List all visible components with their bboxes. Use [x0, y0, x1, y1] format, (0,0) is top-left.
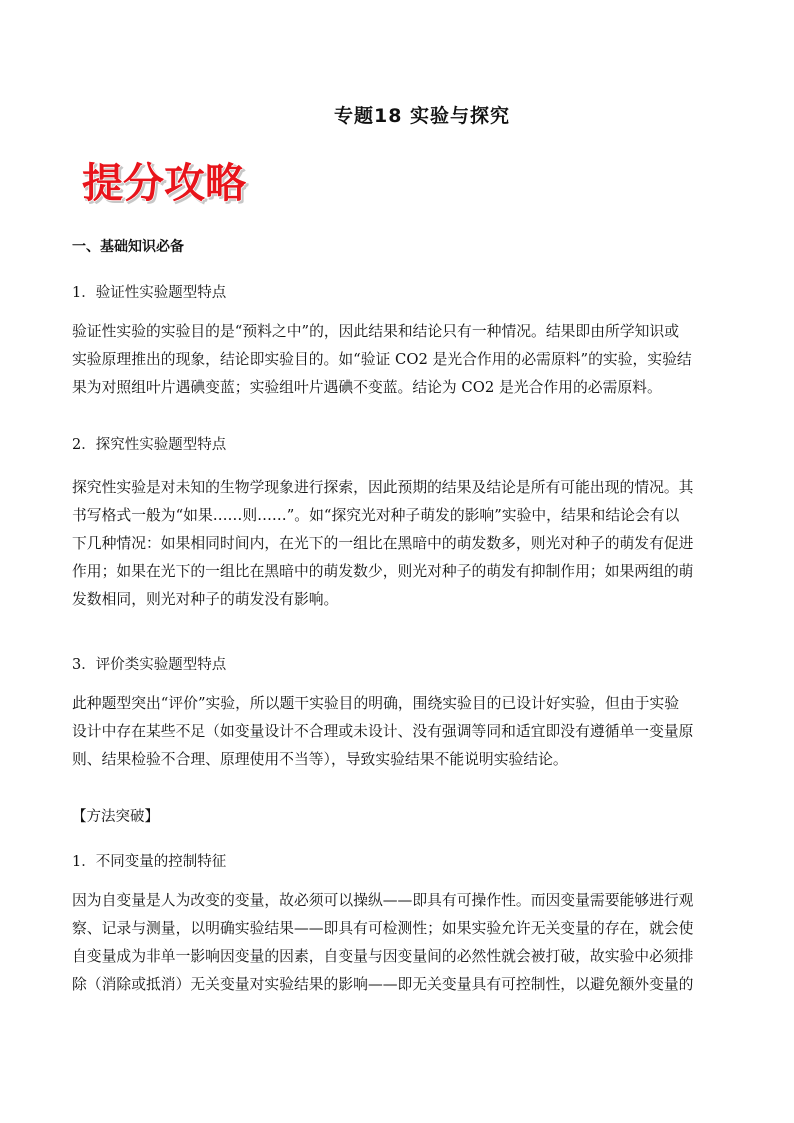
paragraph-line: 发数相同，则光对种子的萌发没有影响。	[72, 591, 339, 608]
paragraph-line: 下几种情况：如果相同时间内，在光下的一组比在黑暗中的萌发数多，则光对种子的萌发有促进	[72, 535, 694, 552]
paragraph-line: 探究性实验是对未知的生物学现象进行探索，因此预期的结果及结论是所有可能出现的情况。其	[72, 479, 694, 496]
paragraph-line: 自变量成为非单一影响因变量的因素，自变量与因变量间的必然性就会被打破，故实验中必须排	[72, 948, 694, 965]
page-title: 专题18 实验与探究	[333, 105, 511, 127]
method-heading: 【方法突破】	[72, 809, 159, 825]
paragraph-line: 因为自变量是人为改变的变量，故必须可以操纵——即具有可操作性。而因变量需要能够进行观	[72, 892, 694, 909]
paragraph-line: 实验原理推出的现象，结论即实验目的。如“验证 CO2 是光合作用的必需原料”的实验，实验结	[72, 351, 692, 368]
sec4-heading: 1．不同变量的控制特征	[72, 854, 227, 870]
paragraph-line: 书写格式一般为“如果……则……”。如“探究光对种子萌发的影响”实验中，结果和结论会有以	[72, 507, 680, 524]
banner-text: 提分攻略	[82, 159, 246, 207]
banner-logo	[80, 155, 260, 207]
sec1-heading: 1．验证性实验题型特点	[72, 285, 227, 301]
paragraph-line: 设计中存在某些不足（如变量设计不合理或未设计、没有强调等同和适宜即没有遵循单一变量原	[72, 723, 694, 740]
sec4-paragraph	[72, 887, 722, 999]
paragraph-line: 除（消除或抵消）无关变量对实验结果的影响——即无关变量具有可控制性，以避免额外变量的	[72, 976, 694, 993]
sec2-paragraph	[72, 474, 722, 614]
paragraph-line: 此种题型突出“评价”实验，所以题干实验目的明确，围绕实验目的已设计好实验，但由于实验	[72, 695, 680, 712]
paragraph-line: 果为对照组叶片遇碘变蓝；实验组叶片遇碘不变蓝。结论为 CO2 是光合作用的必需原料。	[72, 379, 662, 396]
paragraph-line: 察、记录与测量，以明确实验结果——即具有可检测性；如果实验允许无关变量的存在，就会使	[72, 920, 694, 937]
paragraph-line: 作用；如果在光下的一组比在黑暗中的萌发数少，则光对种子的萌发有抑制作用；如果两组的萌	[72, 563, 694, 580]
section-heading: 一、基础知识必备	[72, 239, 184, 255]
paragraph-line: 验证性实验的实验目的是“预料之中”的，因此结果和结论只有一种情况。结果即由所学知识或	[72, 323, 680, 340]
sec3-paragraph	[72, 690, 722, 774]
sec3-heading: 3．评价类实验题型特点	[72, 657, 227, 673]
paragraph-line: 则、结果检验不合理、原理使用不当等），导致实验结果不能说明实验结论。	[72, 751, 568, 768]
sec1-paragraph	[72, 318, 722, 402]
sec2-heading: 2．探究性实验题型特点	[72, 437, 227, 453]
